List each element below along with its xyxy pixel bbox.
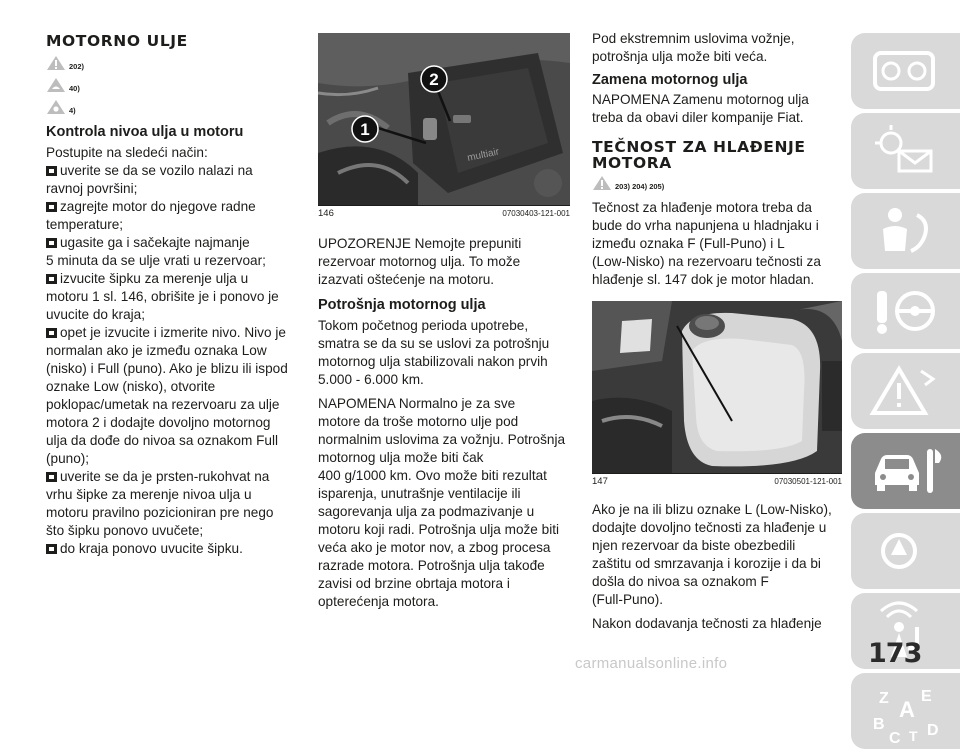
bullet-square-icon	[46, 166, 57, 176]
paragraph-coolant-add	[592, 501, 842, 609]
paragraph-line: njen rezervoar da biste obezbedili	[592, 538, 796, 553]
step-item	[46, 324, 296, 468]
paragraph-line: isparenja, unutrašnje ventilacije ili	[318, 486, 521, 501]
tab-starting-driving[interactable]	[851, 273, 960, 349]
steps-list	[46, 162, 296, 558]
step-text: motora 2 i dodajte dovoljno motornog	[46, 415, 271, 430]
warning-ref-coolant: 203) 204) 205)	[592, 171, 842, 191]
svg-text:Z: Z	[879, 690, 889, 707]
step-text: (puno);	[46, 451, 90, 466]
paragraph-line: bude do vrha napunjena u hladnjaku i	[592, 218, 819, 233]
step-text: zagrejte motor do njegove radne	[60, 199, 256, 214]
lights-icon	[869, 121, 939, 181]
paragraph-line: razrade motora. Potrošnja ulja takođe	[318, 558, 545, 573]
section-title-coolant: TEČNOST ZA HLAĐENJE MOTORA	[592, 138, 806, 172]
column-middle	[318, 0, 570, 611]
svg-text:T: T	[909, 728, 918, 744]
subtitle-oil-change: Zamena motornog ulja	[592, 72, 748, 88]
warning-line: UPOZORENJE Nemojte prepuniti	[318, 236, 522, 251]
svg-text:A: A	[899, 697, 915, 722]
step-text: ravnoj površini;	[46, 181, 138, 196]
step-text: ugasite ga i sačekajte najmanje	[60, 235, 250, 250]
tab-lights[interactable]	[851, 113, 960, 189]
paragraph-line: motoru koji radi. Potrošnja ulja može biti	[318, 522, 560, 537]
warning-triangle-icon	[592, 175, 612, 191]
coolant-reservoir-photo	[592, 301, 842, 473]
subtitle-oil-level-check: Kontrola nivoa ulja u motoru	[46, 124, 244, 140]
car-maintenance-icon	[869, 441, 949, 501]
warning-ref-3: 4)	[46, 93, 296, 115]
paragraph-line: hlađenje sl. 147 dok je motor hladan.	[592, 272, 815, 287]
bullet-square-icon	[46, 472, 57, 482]
bullet-square-icon	[46, 202, 57, 212]
step-item	[46, 468, 296, 540]
warning-triangle-icon	[46, 55, 66, 71]
paragraph-line: između oznaka F (Full-Puno) i L	[592, 236, 785, 251]
paragraph-consumption-note	[318, 395, 570, 611]
warning-line: izazvati oštećenje na motoru.	[318, 272, 495, 287]
paragraph-line: Ako je na ili blizu oznake L (Low-Nisko),	[592, 502, 832, 517]
tab-dashboard[interactable]	[851, 33, 960, 109]
subtitle-oil-consumption: Potrošnja motornog ulja	[318, 297, 486, 313]
figure-number: 147	[592, 476, 608, 487]
svg-text:B: B	[873, 716, 885, 733]
step-text: poklopac/umetak na rezervoaru za ulje	[46, 397, 280, 412]
step-text: uvucite do kraja;	[46, 307, 145, 322]
step-text: do kraja ponovo uvucite šipku.	[60, 541, 243, 556]
bullet-square-icon	[46, 274, 57, 284]
bullet-square-icon	[46, 238, 57, 248]
brand-text: multiair	[466, 146, 501, 164]
figure-147	[592, 301, 842, 473]
figure-146-caption	[318, 206, 570, 219]
tab-emergency[interactable]	[851, 513, 960, 589]
step-text: motoru pravilno pozicioniran pre nego	[46, 505, 274, 520]
attention-triangle-icon	[46, 77, 66, 93]
step-text: normalan ako je između oznaka Low	[46, 343, 267, 358]
figure-code: 07030403-121-001	[502, 209, 570, 218]
figure-code: 07030501-121-001	[774, 477, 842, 486]
paragraph-line: (Full-Puno).	[592, 592, 664, 607]
paragraph-line: (Low-Nisko) na rezervoaru tečnosti za	[592, 254, 821, 269]
starting-driving-icon	[869, 281, 939, 341]
figure-number: 146	[318, 208, 334, 219]
svg-text:1: 1	[360, 120, 370, 139]
section-title-engine-oil: MOTORNO ULJE	[46, 32, 188, 50]
step-item	[46, 234, 296, 270]
step-text: opet je izvucite i izmerite nivo. Nivo je	[60, 325, 286, 340]
paragraph-line: motore da troše motorno ulje pod	[318, 414, 519, 429]
emergency-icon	[869, 521, 939, 581]
step-item	[46, 540, 296, 558]
step-item	[46, 198, 296, 234]
step-text: 5 minuta da se ulje vrati u rezervoar;	[46, 253, 266, 268]
svg-text:D: D	[927, 722, 939, 739]
paragraph-coolant-level	[592, 199, 842, 289]
paragraph-line: NAPOMENA Zamenu motornog ulja	[592, 92, 809, 107]
column-right	[592, 0, 842, 633]
callout-1	[352, 116, 378, 142]
tab-index[interactable]	[851, 673, 960, 749]
paragraph-continued: Nakon dodavanja tečnosti za hlađenje	[592, 616, 822, 631]
paragraph-line: Tečnost za hlađenje motora treba da	[592, 200, 812, 215]
paragraph-line: smatra se da su se uslovi za potrošnju	[318, 336, 550, 351]
step-text: izvucite šipku za merenje ulja u	[60, 271, 249, 286]
paragraph-consumption-initial	[318, 317, 570, 389]
tab-maintenance[interactable]	[851, 433, 960, 509]
dashboard-icon	[869, 41, 939, 101]
paragraph-extreme-conditions	[592, 30, 842, 66]
figure-147-caption	[592, 474, 842, 487]
figure-146	[318, 33, 570, 205]
step-text: temperature;	[46, 217, 124, 232]
bullet-square-icon	[46, 544, 57, 554]
paragraph-line: sagorevanja ulja za podmazivanje u	[318, 504, 535, 519]
warning-overfill	[318, 235, 570, 289]
safety-icon	[869, 201, 939, 261]
step-item	[46, 162, 296, 198]
paragraph-line: normalnim uslovima za vožnju. Potrošnja	[318, 432, 566, 447]
paragraph-line: opterećenja motora.	[318, 594, 439, 609]
index-icon	[869, 681, 949, 751]
paragraph-line: dodajte dovoljno tečnosti za hlađenje u	[592, 520, 827, 535]
paragraph-line: Tokom početnog perioda upotrebe,	[318, 318, 529, 333]
paragraph-line: motornog ulja stabilizovali nakon prvih	[318, 354, 548, 369]
paragraph-line: treba da obavi diler kompanije Fiat.	[592, 110, 804, 125]
environment-triangle-icon	[46, 99, 66, 115]
warning-ref-1: 202)	[46, 49, 296, 71]
step-text: vrhu šipke za merenje nivoa ulja u	[46, 487, 252, 502]
svg-text:2: 2	[429, 70, 439, 89]
paragraph-line: potrošnja ulja može biti veća.	[592, 49, 768, 64]
warning-ref-2: 40)	[46, 71, 296, 93]
svg-text:E: E	[921, 688, 932, 705]
paragraph-line: NAPOMENA Normalno je za sve	[318, 396, 516, 411]
step-text: što šipku ponovo uvučete;	[46, 523, 204, 538]
page-number: 173	[868, 638, 922, 669]
paragraph-line: 400 g/1000 km. Ovo može biti rezultat	[318, 468, 547, 483]
warning-line: rezervoar motornog ulja. To može	[318, 254, 521, 269]
paragraph-line: veća ako je motor nov, a zbog procesa	[318, 540, 551, 555]
callout-2	[421, 66, 447, 92]
paragraph-line: zaštitu od smrzavanja i korozije i da bi	[592, 556, 821, 571]
step-text: uverite se da je prsten-rukohvat na	[60, 469, 270, 484]
step-item	[46, 270, 296, 324]
step-text: oznake Low (nisko), otvorite	[46, 379, 216, 394]
step-text: (nisko) i Full (puno). Ako je blizu ili ispod	[46, 361, 288, 376]
step-text: ulja da dođe do nivoa sa oznakom Full	[46, 433, 278, 448]
svg-text:C: C	[889, 730, 901, 747]
column-left	[46, 0, 296, 558]
note-oil-change	[592, 91, 842, 127]
paragraph-line: došla do nivoa sa oznakom F	[592, 574, 769, 589]
paragraph-line: 5.000 - 6.000 km.	[318, 372, 424, 387]
paragraph-line: zavisi od brzine obrtaja motora i	[318, 576, 510, 591]
step-text: uverite se da se vozilo nalazi na	[60, 163, 253, 178]
warning-lights-icon	[869, 361, 939, 421]
watermark: carmanualsonline.info	[575, 655, 728, 672]
bullet-square-icon	[46, 328, 57, 338]
paragraph-line: Pod ekstremnim uslovima vožnje,	[592, 31, 795, 46]
engine-bay-photo	[318, 33, 570, 205]
step-text: motoru 1 sl. 146, obrišite je i ponovo je	[46, 289, 279, 304]
tab-warning-lights[interactable]	[851, 353, 960, 429]
tab-safety[interactable]	[851, 193, 960, 269]
paragraph-line: motornog ulja može biti čak	[318, 450, 484, 465]
intro-text: Postupite na sledeći način:	[46, 145, 208, 160]
